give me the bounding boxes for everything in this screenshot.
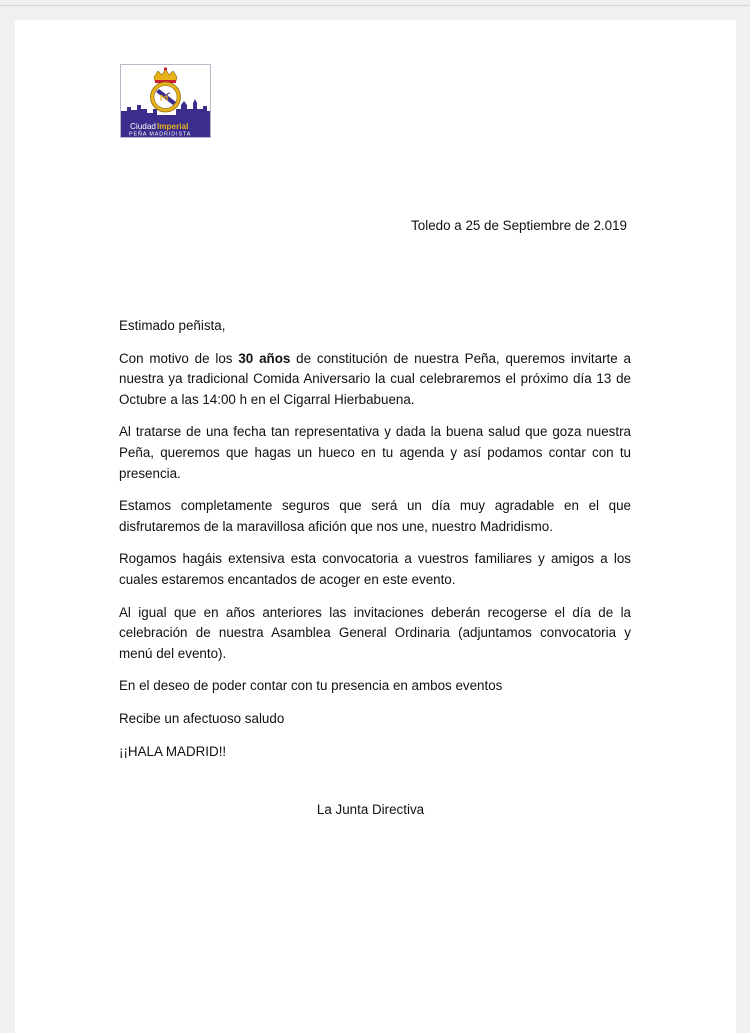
paragraph-1-bold: 30 años <box>238 350 291 366</box>
letter-page <box>15 20 736 1033</box>
signature <box>15 802 736 817</box>
paragraph-1-end: de constitución de nuestra Peña, queremos invitarte a nuestra ya tradicional Comida Aniversario la cual celebraremos el próximo día 13 de Octubre a las 14:00 h en el Cigarral Hierbabuena. <box>119 350 631 407</box>
paragraph-2: Al tratarse de una fecha tan representativa y dada la buena salud que goza nuestra Peña, queremos que hagas un hueco en tu agenda y así podamos contar con tu presencia. <box>119 424 631 481</box>
letter-body <box>119 316 631 774</box>
paragraph-7: Recibe un afectuoso saludo <box>119 710 285 726</box>
paragraph-8: ¡¡HALA MADRID!! <box>119 743 227 759</box>
logo-pena-text: PEÑA MADRIDISTA <box>129 131 192 137</box>
paragraph-4: Rogamos hagáis extensiva esta convocatoria a vuestros familiares y amigos a los cuales estaremos encantados de acoger en este evento. <box>119 551 631 587</box>
paragraph-6: En el deseo de poder contar con tu presencia en ambos eventos <box>119 678 503 694</box>
logo-imperial-text: Imperial <box>157 122 189 131</box>
paragraph-1-start: Con motivo de los <box>119 350 239 366</box>
paragraph-1 <box>119 349 631 411</box>
paragraph-5: Al igual que en años anteriores las invitaciones deberán recogerse el día de la celebración de nuestra Asamblea General Ordinaria (adjuntamos convocatoria y menú del evento). <box>119 604 631 661</box>
paragraph-3: Estamos completamente seguros que será un día muy agradable en el que disfrutaremos de la maravillosa afición que nos une, nuestro Madridismo. <box>119 498 631 534</box>
logo-ciudad-text: Ciudad <box>130 122 156 131</box>
letter-date: Toledo a 25 de Septiembre de 2.019 <box>411 218 627 233</box>
signature-text: La Junta Directiva <box>316 802 425 817</box>
top-divider <box>0 5 750 6</box>
crest-icon <box>121 65 210 137</box>
salutation: Estimado peñista, <box>119 318 226 333</box>
pena-logo <box>120 64 211 138</box>
